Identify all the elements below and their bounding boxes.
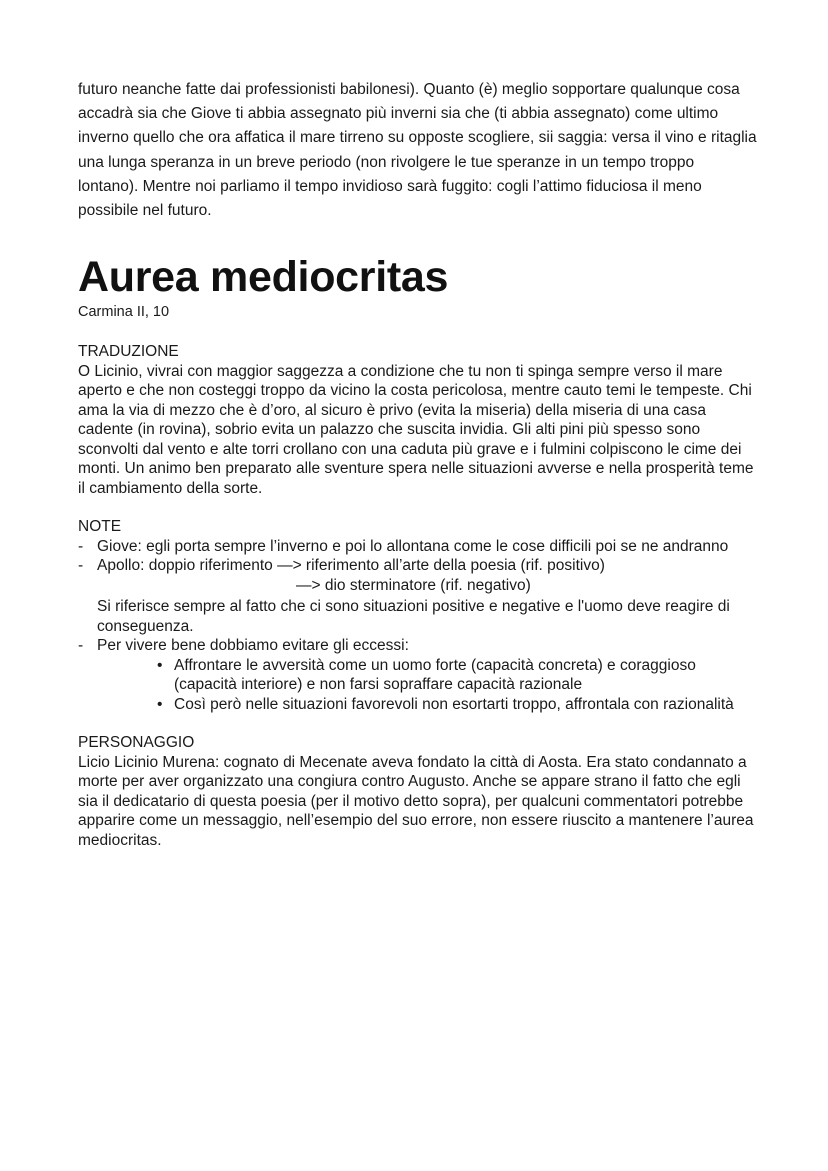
document-page [78, 78, 758, 850]
note-item-apollo [78, 556, 758, 636]
dash-marker: - [78, 537, 84, 555]
sub-item-razionalita [155, 695, 758, 715]
section-personaggio [78, 733, 758, 850]
note-item-eccessi [78, 636, 758, 656]
apollo-explanation: Si riferisce sempre al fatto che ci sono situazioni positive e negative e l'uomo deve reagire di conseguenza. [97, 598, 730, 635]
note-item-giove [78, 537, 758, 557]
sub-list [78, 656, 758, 715]
page-subtitle: Carmina II, 10 [78, 304, 170, 321]
personaggio-text: Licio Licinio Murena: cognato di Mecenate aveva fondato la città di Aosta. Era stato condannato a morte per aver organizzato una congiura contro Augusto. Anche se appare strano il fatto che egli sia il dedicatario di questa poesia (per il motivo detto sopra), per qualcuni commentatori potrebbe apparire come un messaggio, nell’esempio del suo errore, non essere riuscito a mantenere l’aurea mediocritas. [78, 753, 754, 849]
apollo-line-2: —> dio sterminatore (rif. negativo) [296, 576, 531, 594]
note-list [78, 537, 758, 656]
dash-marker: - [78, 557, 84, 575]
dash-marker: - [78, 637, 84, 655]
section-note [78, 517, 758, 714]
apollo-line-1: Apollo: doppio riferimento —> riferimento all’arte della poesia (rif. positivo) [97, 557, 605, 575]
sub-item-text: Così però nelle situazioni favorevoli non esortarti troppo, affrontala con razionalità [174, 695, 734, 713]
section-label-personaggio: PERSONAGGIO [78, 734, 195, 752]
intro-paragraph: futuro neanche fatte dai professionisti babilonesi). Quanto (è) meglio sopportare qualunque cosa accadrà sia che Giove ti abbia assegnato più inverni sia che (ti abbia assegnato) come ultimo inverno quello che ora affatica il mare tirreno su opposte scogliere, sii saggia: versa il vino e ritaglia una lunga speranza in un breve periodo (non rivolgere le tue speranze in un tempo troppo lontano). Mentre noi parliamo il tempo invidioso sarà fuggito: cogli l’attimo fiduciosa il meno possibile nel futuro. [78, 81, 757, 220]
bullet-marker: • [157, 656, 163, 674]
page-title: Aurea mediocritas [78, 253, 449, 302]
bullet-marker: • [157, 695, 163, 713]
section-label-note: NOTE [78, 518, 122, 536]
sub-item-avversita [155, 656, 758, 695]
note-item-text: Giove: egli porta sempre l’inverno e poi lo allontana come le cose difficili poi se ne andranno [97, 537, 729, 555]
sub-item-text: Affrontare le avversità come un uomo forte (capacità concreta) e coraggioso (capacità interiore) e non farsi sopraffare capacità razionale [174, 656, 696, 694]
section-label-traduzione: TRADUZIONE [78, 343, 179, 361]
section-traduzione [78, 342, 758, 498]
traduzione-text: O Licinio, vivrai con maggior saggezza a condizione che tu non ti spinga sempre verso il mare aperto e che non costeggi troppo da vicino la costa pericolosa, mentre cauto temi le tempeste. Chi ama la via di mezzo che è d’oro, al sicuro è privo (evita la miseria) della miseria di una casa cadente (in rovina), sobrio evita un palazzo che suscita invidia. Gli alti pini più spesso sono sconvolti dal vento e alte torri crollano con una caduta più grave e i fulmini colpiscono le cime dei monti. Un animo ben preparato alle sventure spera nelle situazioni avverse e nella prosperità teme il cambiamento della sorte. [78, 362, 754, 497]
note-item-text: Per vivere bene dobbiamo evitare gli eccessi: [97, 637, 409, 655]
